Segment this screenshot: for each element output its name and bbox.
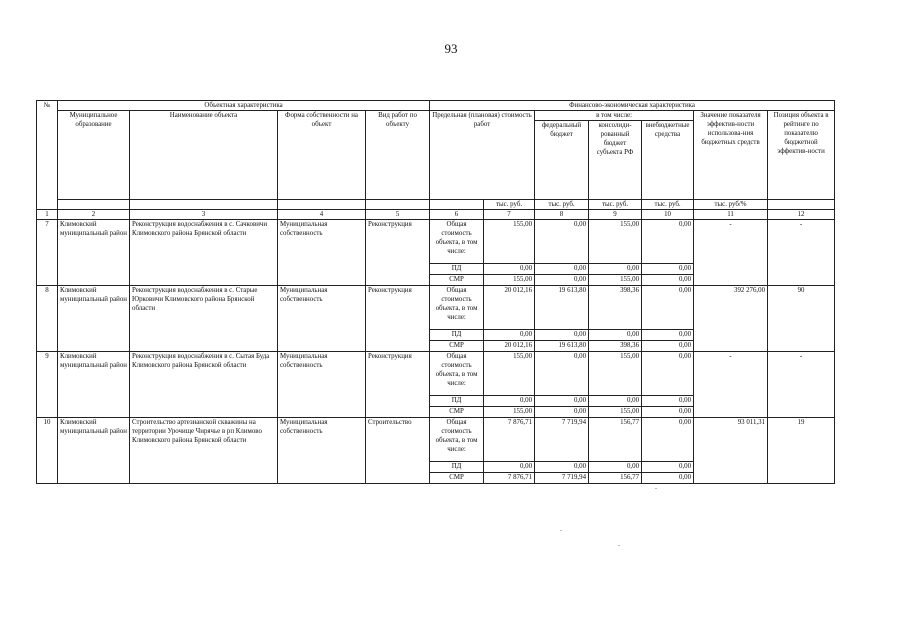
pd-federal-cell: 0,00 [535,264,589,275]
pd-consolidated-cell: 0,00 [589,330,642,341]
consolidated-cell: 155,00 [589,220,642,264]
ownership-cell: Муниципальная собственность [278,352,366,418]
smr-consolidated-cell: 155,00 [589,407,642,418]
municipal-cell: Климовский муниципальный район [58,352,130,418]
indicator-cell: 392 276,00 [694,286,768,352]
unit-blank [366,200,430,210]
extrabudget-cell: 0,00 [642,220,694,264]
municipal-cell: Климовский муниципальный район [58,286,130,352]
total-cost-cell: 7 876,71 [484,418,535,462]
header-object-name: Наименование объекта [130,111,278,200]
smr-extrabudget-cell: 0,00 [642,407,694,418]
column-number: 8 [535,210,589,220]
smr-total-cell: 155,00 [484,407,535,418]
total-label-cell: Общая стоимость объекта, в том числе: [430,418,484,462]
smr-total-cell: 20 012,16 [484,341,535,352]
smr-label-cell: СМР [430,407,484,418]
column-number: 4 [278,210,366,220]
work-type-cell: Реконструкция [366,220,430,286]
column-number: 10 [642,210,694,220]
pd-consolidated-cell: 0,00 [589,264,642,275]
header-including: в том числе: [535,111,694,121]
scan-speck [560,530,562,531]
header-work-type: Вид работ по объекту [366,111,430,200]
rating-cell: 90 [768,286,835,352]
unit-blank [58,200,130,210]
table-row [37,286,835,330]
smr-extrabudget-cell: 0,00 [642,275,694,286]
ownership-cell: Муниципальная собственность [278,286,366,352]
column-number: 11 [694,210,768,220]
indicator-cell: 93 011,31 [694,418,768,484]
federal-cell: 0,00 [535,220,589,264]
extrabudget-cell: 0,00 [642,418,694,462]
column-number: 9 [589,210,642,220]
pd-total-cell: 0,00 [484,264,535,275]
smr-consolidated-cell: 156,77 [589,473,642,484]
investment-objects-table [36,100,835,484]
pd-label-cell: ПД [430,330,484,341]
total-label-cell: Общая стоимость объекта, в том числе: [430,352,484,396]
extrabudget-cell: 0,00 [642,352,694,396]
pd-consolidated-cell: 0,00 [589,462,642,473]
column-number-row [37,210,835,220]
column-number: 3 [130,210,278,220]
federal-cell: 0,00 [535,352,589,396]
column-number: 12 [768,210,835,220]
work-type-cell: Реконструкция [366,286,430,352]
header-finance-group: Финансово-экономическая характеристика [430,101,835,111]
consolidated-cell: 155,00 [589,352,642,396]
unit-blank [130,200,278,210]
column-number: 1 [37,210,58,220]
scan-speck [618,545,620,546]
ownership-cell: Муниципальная собственность [278,220,366,286]
indicator-cell: - [694,220,768,286]
pd-total-cell: 0,00 [484,396,535,407]
object-name-cell: Реконструкция водоснабжения в с. Сытая Буда Климовского района Брянской области [130,352,278,418]
smr-federal-cell: 19 613,80 [535,341,589,352]
table-body [37,220,835,484]
unit-blank [430,200,484,210]
row-number: 8 [37,286,58,352]
header-rating-position: Позиция объекта в рейтинге по показателю бюджетной эффектив-ности [768,111,835,200]
column-number: 7 [484,210,535,220]
header-indicator-value: Значение показателя эффектив-ности использова-ния бюджетных средств [694,111,768,200]
unit-blank [278,200,366,210]
indicator-cell: - [694,352,768,418]
column-number: 6 [430,210,484,220]
unit-blank [768,200,835,210]
total-cost-cell: 155,00 [484,220,535,264]
smr-label-cell: СМР [430,473,484,484]
rating-cell: 19 [768,418,835,484]
column-number: 2 [58,210,130,220]
table-row [37,352,835,396]
table-header [37,101,835,220]
pd-extrabudget-cell: 0,00 [642,330,694,341]
pd-extrabudget-cell: 0,00 [642,396,694,407]
object-name-cell: Строительство артезианской скважины на территории Урочище Чирячье в рп Климово Климовского района Брянской области [130,418,278,484]
row-number: 7 [37,220,58,286]
consolidated-cell: 156,77 [589,418,642,462]
smr-consolidated-cell: 398,36 [589,341,642,352]
header-object-group: Объектная характеристика [58,101,430,111]
header-max-cost: Предельная (плановая) стоимость работ [430,111,535,200]
unit-federal: тыс. руб. [535,200,589,210]
header-extrabudget: внебюджетные средства [642,121,694,200]
unit-consolidated: тыс. руб. [589,200,642,210]
unit-indicator: тыс. руб/% [694,200,768,210]
municipal-cell: Климовский муниципальный район [58,220,130,286]
object-name-cell: Реконструкция водоснабжения в с. Старые Юрковичи Климовского района Брянской области [130,286,278,352]
smr-extrabudget-cell: 0,00 [642,473,694,484]
pd-extrabudget-cell: 0,00 [642,462,694,473]
smr-extrabudget-cell: 0,00 [642,341,694,352]
unit-total: тыс. руб. [484,200,535,210]
extrabudget-cell: 0,00 [642,286,694,330]
table-row [37,220,835,264]
smr-consolidated-cell: 155,00 [589,275,642,286]
smr-total-cell: 155,00 [484,275,535,286]
pd-federal-cell: 0,00 [535,462,589,473]
ownership-cell: Муниципальная собственность [278,418,366,484]
smr-federal-cell: 0,00 [535,275,589,286]
work-type-cell: Реконструкция [366,352,430,418]
pd-total-cell: 0,00 [484,330,535,341]
header-municipal: Муниципальное образование [58,111,130,200]
federal-cell: 19 613,80 [535,286,589,330]
pd-extrabudget-cell: 0,00 [642,264,694,275]
smr-label-cell: СМР [430,341,484,352]
smr-total-cell: 7 876,71 [484,473,535,484]
pd-total-cell: 0,00 [484,462,535,473]
rating-cell: - [768,352,835,418]
pd-federal-cell: 0,00 [535,330,589,341]
header-num: № [37,101,58,210]
work-type-cell: Строительство [366,418,430,484]
total-label-cell: Общая стоимость объекта, в том числе: [430,286,484,330]
total-label-cell: Общая стоимость объекта, в том числе: [430,220,484,264]
smr-federal-cell: 7 719,94 [535,473,589,484]
pd-label-cell: ПД [430,462,484,473]
header-consolidated: консолиди-рованный бюджет субъекта РФ [589,121,642,200]
total-cost-cell: 155,00 [484,352,535,396]
municipal-cell: Климовский муниципальный район [58,418,130,484]
pd-label-cell: ПД [430,264,484,275]
page-number: 93 [444,41,458,56]
federal-cell: 7 719,94 [535,418,589,462]
object-name-cell: Реконструкция водоснабжения в с. Сачковичи Климовского района Брянской области [130,220,278,286]
consolidated-cell: 398,36 [589,286,642,330]
column-number: 5 [366,210,430,220]
row-number: 10 [37,418,58,484]
smr-federal-cell: 0,00 [535,407,589,418]
scan-speck [655,488,657,489]
header-ownership: Форма собственности на объект [278,111,366,200]
pd-label-cell: ПД [430,396,484,407]
unit-extrabudget: тыс. руб. [642,200,694,210]
header-federal: федеральный бюджет [535,121,589,200]
pd-federal-cell: 0,00 [535,396,589,407]
total-cost-cell: 20 012,16 [484,286,535,330]
row-number: 9 [37,352,58,418]
table-row [37,418,835,462]
smr-label-cell: СМР [430,275,484,286]
pd-consolidated-cell: 0,00 [589,396,642,407]
rating-cell: - [768,220,835,286]
